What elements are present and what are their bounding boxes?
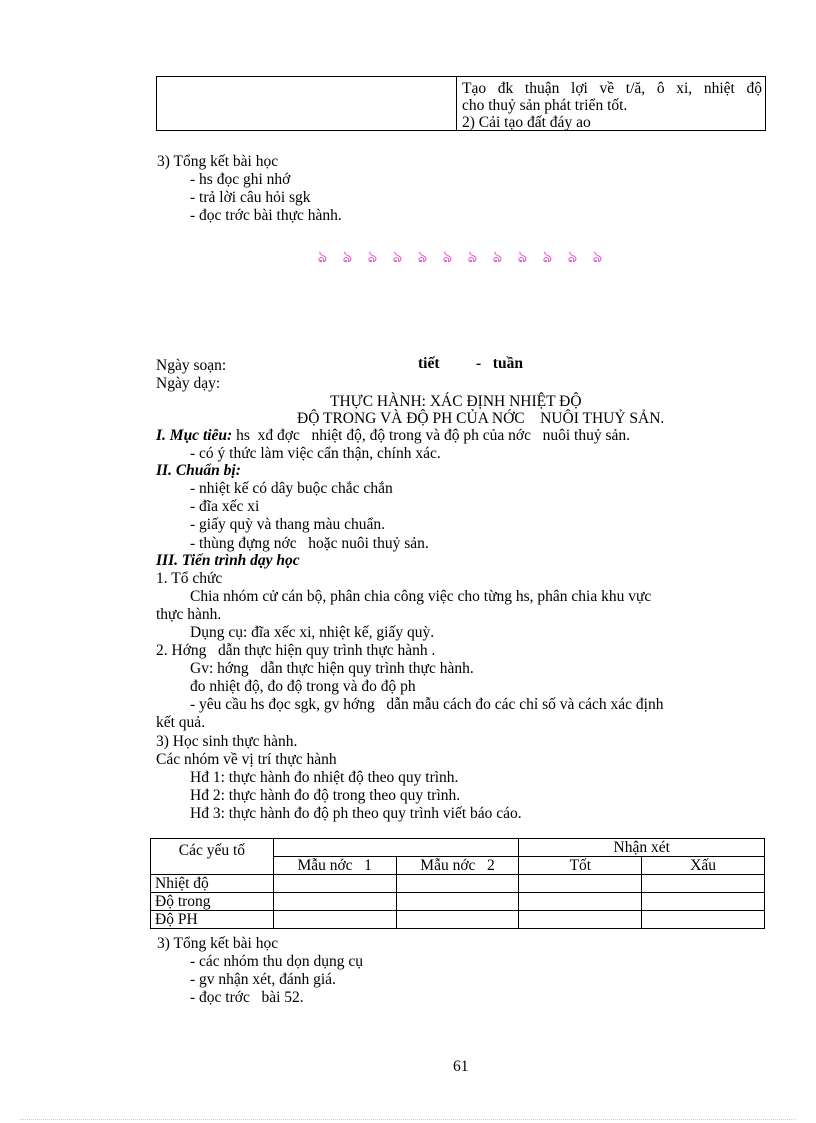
tuan-label: - tuần — [476, 355, 523, 372]
tiet-label: tiết — [418, 355, 440, 372]
cell-line: 2) Cải tạo đất đáy ao — [462, 114, 591, 131]
row-label: Độ trong — [151, 893, 274, 911]
table-cell — [642, 911, 765, 929]
section-text: hs xđ đợc nhiệt độ, độ trong và độ ph của nớc nuôi thuỷ sản. — [232, 427, 631, 444]
prep-item: - nhiệt kế có dây buộc chắc chắn — [190, 480, 393, 497]
summary-item: - trả lời câu hỏi sgk — [190, 189, 311, 206]
summary-item: - hs đọc ghi nhớ — [190, 171, 291, 188]
col-review-header: Nhận xét — [519, 839, 765, 857]
ornament-glyph: ঌ — [367, 249, 378, 266]
ornament-glyph: ঌ — [542, 249, 553, 266]
table-cell — [642, 893, 765, 911]
table-row — [151, 911, 765, 929]
page-title: THỰC HÀNH: XÁC ĐỊNH NHIỆT ĐỘ — [330, 393, 582, 410]
section-heading: III. Tiến trình dạy học — [156, 552, 300, 569]
ngay-day-label: Ngày dạy: — [156, 375, 221, 392]
ornament-divider — [313, 244, 613, 266]
cell-line: cho thuỷ sản phát triển tốt. — [462, 97, 628, 114]
page-subtitle: ĐỘ TRONG VÀ ĐỘ PH CỦA NỚC NUÔI THUỶ SẢN. — [297, 410, 665, 427]
table-divider — [456, 77, 457, 130]
summary-item: - các nhóm thu dọn dụng cụ — [190, 953, 364, 970]
summary-item: - đọc trớc bài thực hành. — [190, 207, 342, 224]
page-edge-line — [20, 1119, 796, 1120]
summary-heading: 3) Tổng kết bài học — [157, 935, 279, 952]
sub-header-cell: Tốt — [519, 857, 642, 875]
ornament-glyph: ঌ — [567, 249, 578, 266]
summary-heading: 3) Tổng kết bài học — [157, 153, 279, 170]
ornament-glyph: ঌ — [392, 249, 403, 266]
table-cell — [642, 875, 765, 893]
step-line: - yêu cầu hs đọc sgk, gv hớng dẫn mẫu cách đo các chỉ số và cách xác định — [190, 696, 664, 713]
sub-header-cell: Mẫu nớc 2 — [396, 857, 519, 875]
activity-item: Hđ 1: thực hành đo nhiệt độ theo quy trình. — [190, 769, 459, 786]
ornament-glyph: ঌ — [592, 249, 603, 266]
step-line: Dụng cụ: đĩa xếc xi, nhiệt kế, giấy quỳ. — [190, 624, 435, 641]
section-line: - có ý thức làm việc cẩn thận, chính xác. — [190, 445, 441, 462]
table-cell — [519, 893, 642, 911]
step-line: Gv: hớng dẫn thực hiện quy trình thực hành. — [190, 660, 474, 677]
page-number: 61 — [453, 1058, 469, 1075]
factor-table — [150, 838, 765, 929]
summary-item: - đọc trớc bài 52. — [190, 989, 304, 1006]
step-line: thực hành. — [156, 606, 222, 623]
row-label: Độ PH — [151, 911, 274, 929]
ornament-glyph: ঌ — [442, 249, 453, 266]
top-table — [156, 76, 766, 131]
step-line: kết quả. — [156, 714, 206, 731]
step-line: Các nhóm về vị trí thực hành — [156, 751, 337, 768]
table-cell — [462, 80, 762, 131]
activity-item: Hđ 3: thực hành đo độ ph theo quy trình viết báo cáo. — [190, 805, 522, 822]
table-row — [151, 875, 765, 893]
table-cell — [519, 911, 642, 929]
prep-item: - đĩa xếc xi — [190, 498, 260, 515]
table-cell — [396, 911, 519, 929]
ornament-glyph: ঌ — [342, 249, 353, 266]
step-title: 3) Học sinh thực hành. — [156, 733, 298, 750]
table-header-row — [151, 839, 765, 857]
section-heading: II. Chuẩn bị: — [156, 462, 241, 479]
col-factor-header: Các yếu tố — [151, 839, 274, 875]
sub-header-cell: Xấu — [642, 857, 765, 875]
prep-item: - thùng đựng nớc hoặc nuôi thuỷ sản. — [190, 535, 429, 552]
step-title: 2. Hớng dẫn thực hiện quy trình thực hành . — [156, 642, 436, 659]
ornament-glyph: ঌ — [467, 249, 478, 266]
ornament-glyph: ঌ — [517, 249, 528, 266]
table-row — [151, 893, 765, 911]
section-muc-tieu — [156, 427, 630, 444]
sub-header-cell: Mẫu nớc 1 — [273, 857, 396, 875]
table-cell — [396, 893, 519, 911]
ngay-soan-label: Ngày soạn: — [156, 357, 227, 374]
step-line: Chia nhóm cử cán bộ, phân chia công việc cho từng hs, phân chia khu vực — [190, 588, 652, 605]
ornament-glyph: ঌ — [317, 249, 328, 266]
cell-line: Tạo đk thuận lợi về t/ă, ô xi, nhiệt độ — [462, 80, 762, 97]
ornament-glyph: ঌ — [417, 249, 428, 266]
prep-item: - giấy quỳ và thang màu chuẩn. — [190, 516, 385, 533]
table-cell — [273, 911, 396, 929]
table-cell — [273, 875, 396, 893]
activity-item: Hđ 2: thực hành đo độ trong theo quy trình. — [190, 787, 461, 804]
table-cell — [273, 893, 396, 911]
table-cell — [519, 875, 642, 893]
ornament-glyph: ঌ — [492, 249, 503, 266]
step-line: đo nhiệt độ, đo độ trong và đo độ ph — [190, 678, 416, 695]
table-cell — [396, 875, 519, 893]
empty-header-cell — [273, 839, 519, 857]
section-heading: I. Mục tiêu: — [156, 427, 233, 444]
row-label: Nhiệt độ — [151, 875, 274, 893]
step-title: 1. Tổ chức — [156, 570, 223, 587]
summary-item: - gv nhận xét, đánh giá. — [190, 971, 336, 988]
